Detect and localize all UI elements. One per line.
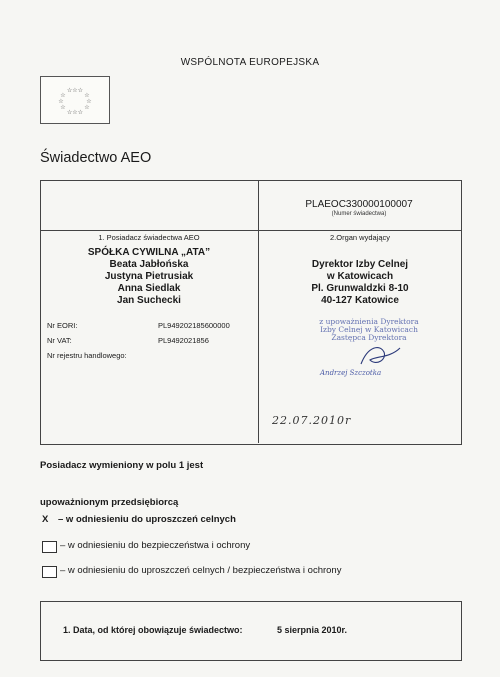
option-2-checkbox bbox=[42, 540, 57, 558]
option-1-mark: X bbox=[42, 514, 49, 525]
eori-label: Nr EORI: bbox=[47, 321, 78, 330]
issuer-line: Dyrektor Izby Celnej bbox=[311, 259, 409, 270]
stamp-name: Andrzej Szczotka bbox=[320, 369, 382, 377]
validity-label: 1. Data, od której obowiązuje świadectwo: bbox=[63, 625, 243, 635]
document-header: WSPÓLNOTA EUROPEJSKA bbox=[180, 57, 320, 68]
holder-person: Anna Siedlak bbox=[117, 283, 181, 294]
issuer-heading: 2.Organ wydający bbox=[329, 233, 391, 242]
validity-box bbox=[40, 601, 462, 661]
issuer-line: w Katowicach bbox=[326, 271, 394, 282]
holder-company: SPÓŁKA CYWILNA „ATA” bbox=[87, 247, 211, 258]
holder-person: Jan Suchecki bbox=[117, 295, 181, 306]
certificate-number-cell bbox=[258, 180, 460, 230]
svg-text:☆☆☆: ☆☆☆ bbox=[66, 110, 84, 116]
svg-text:☆: ☆ bbox=[60, 93, 66, 99]
svg-text:☆☆☆: ☆☆☆ bbox=[66, 88, 84, 94]
status-line-1: Posiadacz wymieniony w polu 1 jest bbox=[40, 460, 204, 471]
section-divider bbox=[40, 230, 462, 231]
stamp-line: z upoważnienia Dyrektora bbox=[319, 317, 419, 326]
eu-flag-icon bbox=[40, 76, 110, 124]
stamp-line: Zastępca Dyrektora bbox=[331, 333, 407, 342]
issuer-line: 40-127 Katowice bbox=[321, 295, 399, 306]
svg-text:☆: ☆ bbox=[60, 105, 66, 111]
svg-text:☆: ☆ bbox=[84, 93, 90, 99]
register-label: Nr rejestru handlowego: bbox=[47, 351, 127, 360]
option-3-text: – w odniesieniu do uproszczeń celnych / bezpieczeństwa i ochrony bbox=[60, 565, 342, 576]
official-stamp bbox=[304, 318, 434, 342]
handwritten-date: 22.07.2010r bbox=[272, 414, 352, 427]
option-2-text: – w odniesieniu do bezpieczeństwa i ochrony bbox=[60, 540, 251, 551]
svg-text:☆: ☆ bbox=[84, 105, 90, 111]
status-line-2: upoważnionym przedsiębiorcą bbox=[40, 497, 179, 508]
vat-value: PL9492021856 bbox=[158, 336, 209, 345]
option-1-text: – w odniesieniu do uproszczeń celnych bbox=[58, 514, 236, 525]
svg-text:☆: ☆ bbox=[58, 99, 64, 105]
document-title: Świadectwo AEO bbox=[40, 150, 152, 166]
validity-value: 5 sierpnia 2010r. bbox=[277, 625, 348, 635]
holder-heading: 1. Posiadacz świadectwa AEO bbox=[98, 233, 200, 242]
option-3-checkbox bbox=[42, 565, 57, 583]
certificate-number: PLAEOC330000100007 bbox=[305, 199, 413, 210]
vat-label: Nr VAT: bbox=[47, 336, 72, 345]
stamp-line: Izby Celnej w Katowicach bbox=[320, 325, 418, 334]
holder-person: Beata Jabłońska bbox=[109, 259, 189, 270]
signature-icon bbox=[356, 342, 406, 372]
svg-text:☆: ☆ bbox=[86, 99, 92, 105]
certificate-number-caption: (Numer świadectwa) bbox=[331, 211, 387, 217]
eori-value: PL949202185600000 bbox=[158, 321, 230, 330]
holder-person: Justyna Pietrusiak bbox=[104, 271, 194, 282]
issuer-line: Pl. Grunwaldzki 8-10 bbox=[311, 283, 409, 294]
